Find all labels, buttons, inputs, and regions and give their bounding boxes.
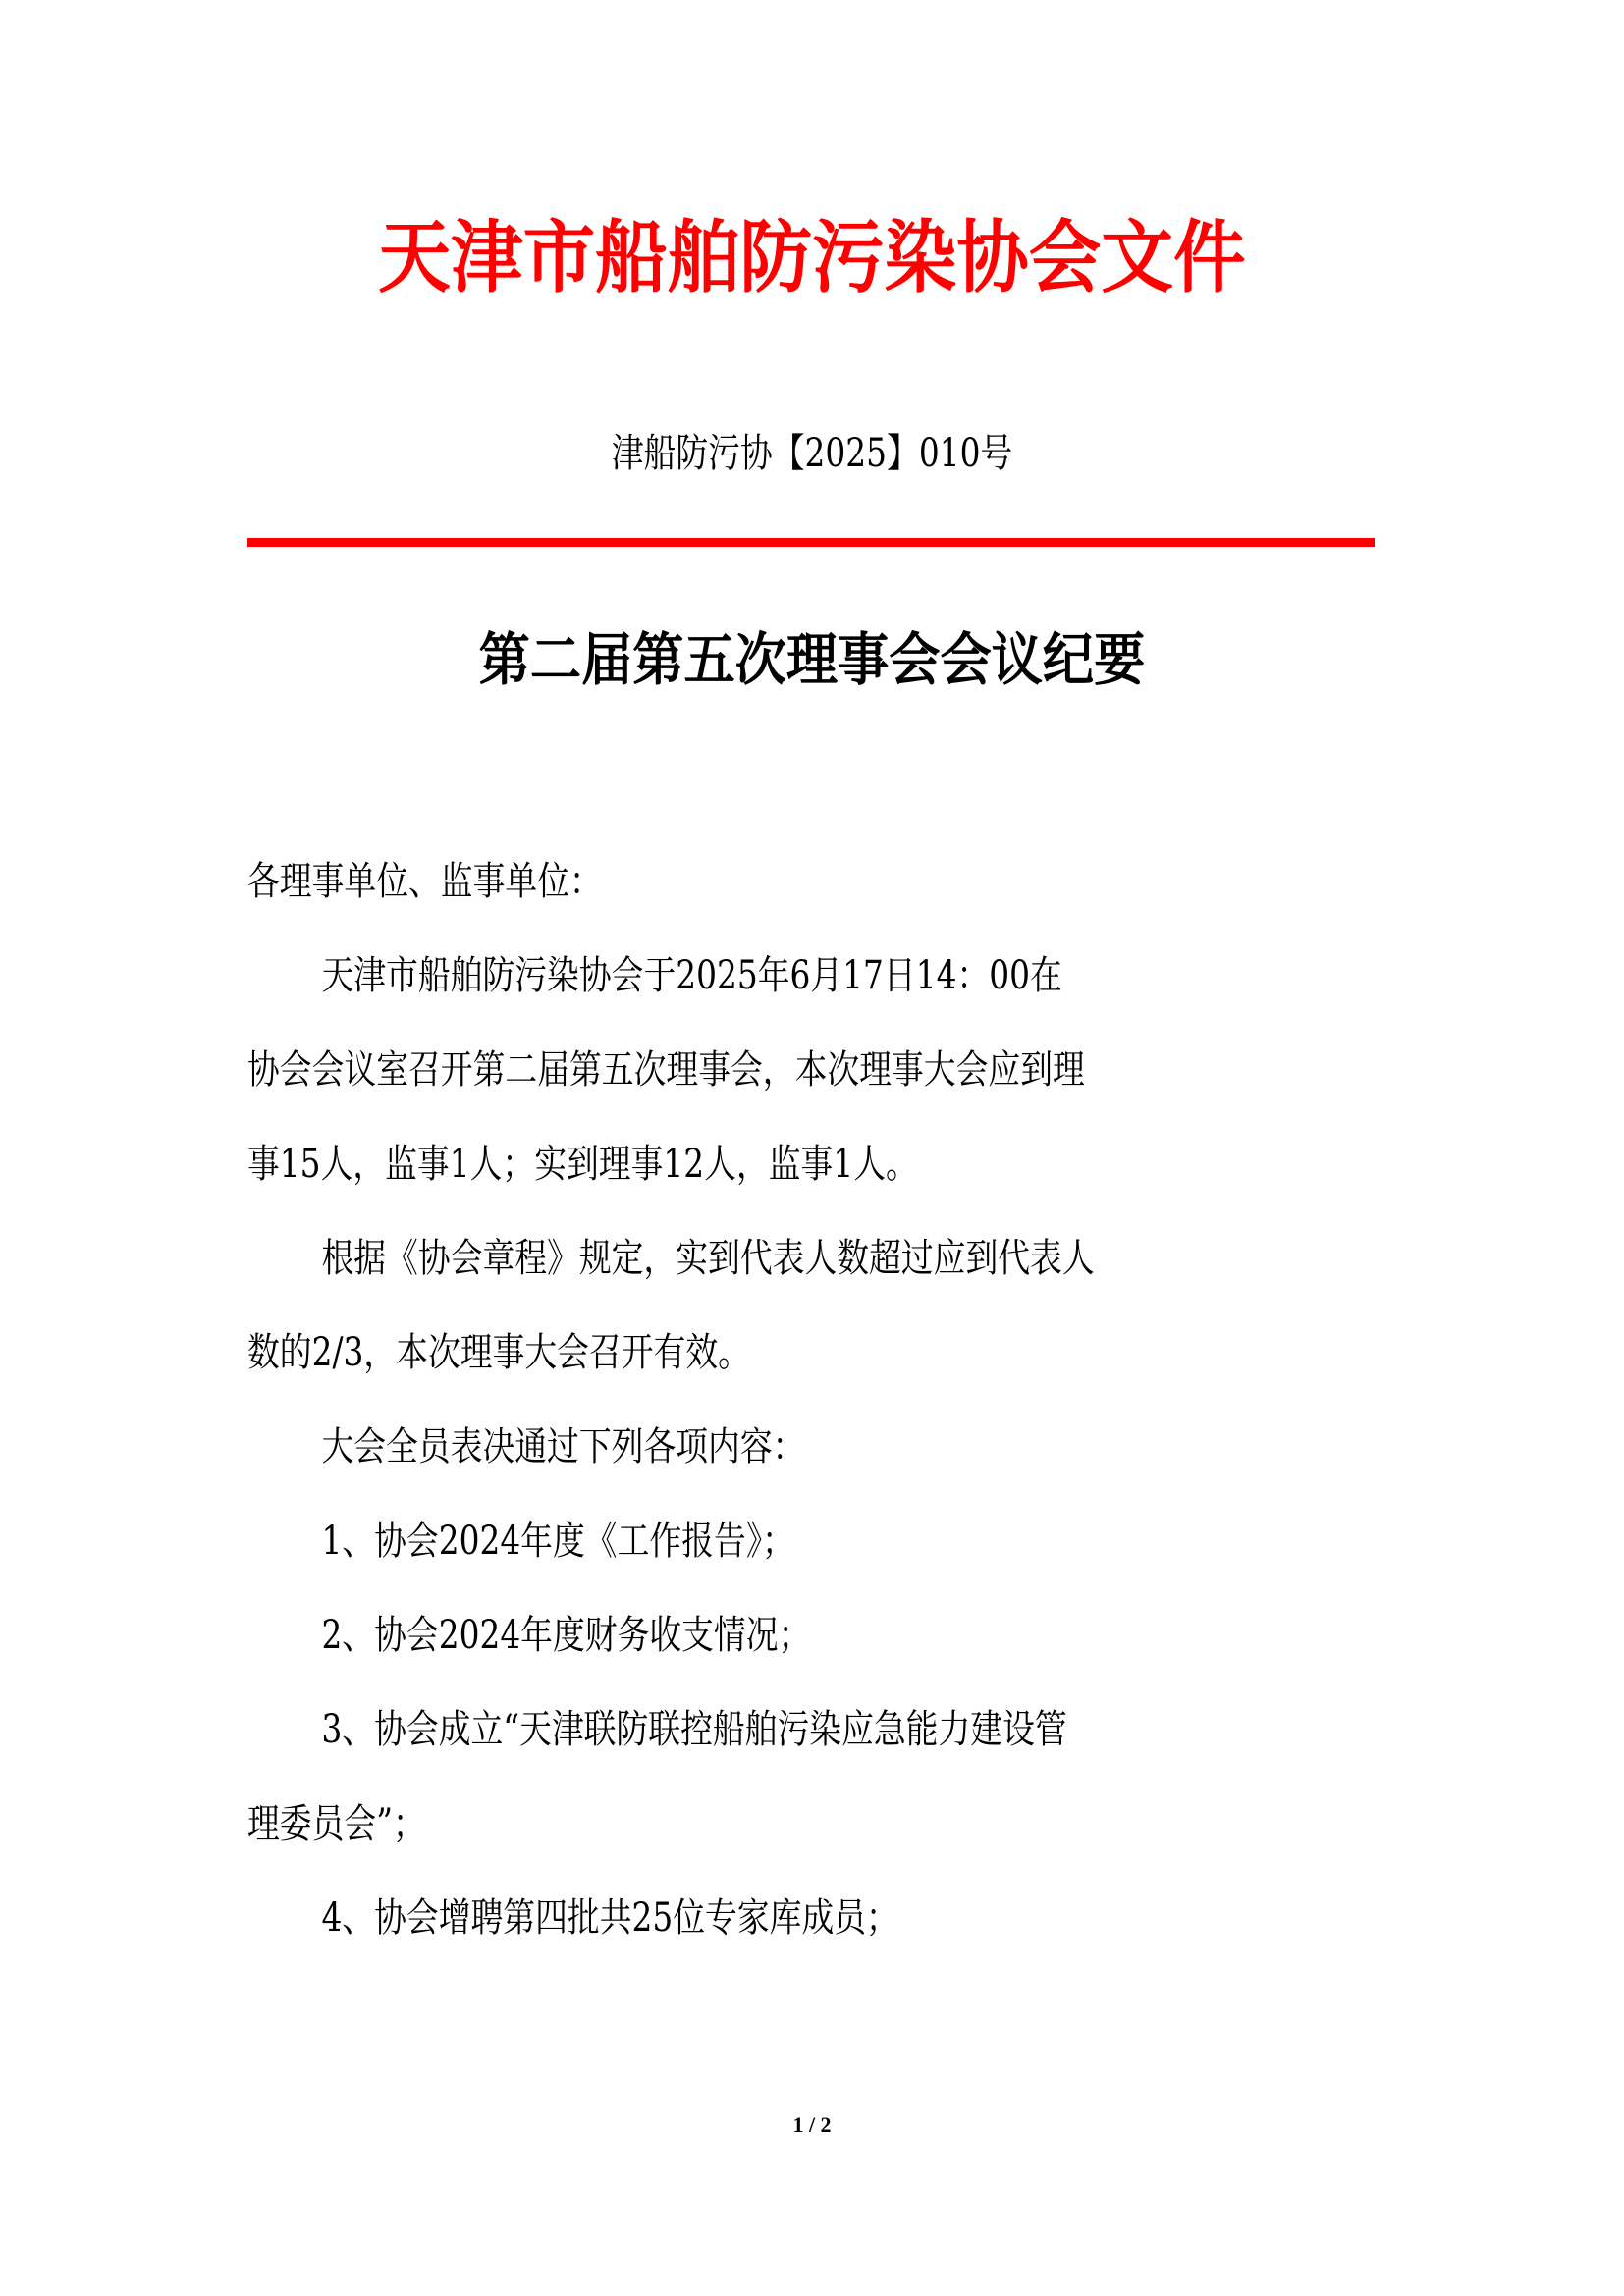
document-body (247, 834, 1183, 1965)
paragraph-line: 协会会议室召开第二届第五次理事会，本次理事大会应到理 (247, 1047, 1085, 1093)
paragraph-line: 大会全员表决通过下列各项内容： (321, 1424, 805, 1469)
resolution-item: 1、协会2024年度《工作报告》； (321, 1519, 794, 1564)
document-title: 第二届第五次理事会会议纪要 (478, 626, 1146, 693)
paragraph-line: 天津市船舶防污染协会于2025年6月17日14：00在 (321, 953, 1062, 998)
red-divider-rule (247, 538, 1375, 547)
paragraph-line: 事15人，监事1人；实到理事12人，监事1人。 (247, 1142, 918, 1187)
document-number: 津船防污协【2025】010号 (611, 431, 1013, 476)
paragraph-line: 数的2/3，本次理事大会召开有效。 (247, 1330, 750, 1375)
paragraph-line: 根据《协会章程》规定，实到代表人数超过应到代表人 (321, 1236, 1095, 1281)
masthead-title: 天津市船舶防污染协会文件 (378, 212, 1246, 303)
resolution-item-continuation: 理委员会”； (247, 1801, 425, 1846)
resolution-item: 2、协会2024年度财务收支情况； (321, 1613, 811, 1658)
resolution-item: 3、协会成立“天津联防联控船舶污染应急能力建设管 (321, 1707, 1067, 1752)
salutation: 各理事单位、监事单位： (247, 859, 602, 904)
page-number: 1 / 2 (792, 2112, 832, 2137)
resolution-item: 4、协会增聘第四批共25位专家库成员； (321, 1896, 898, 1941)
